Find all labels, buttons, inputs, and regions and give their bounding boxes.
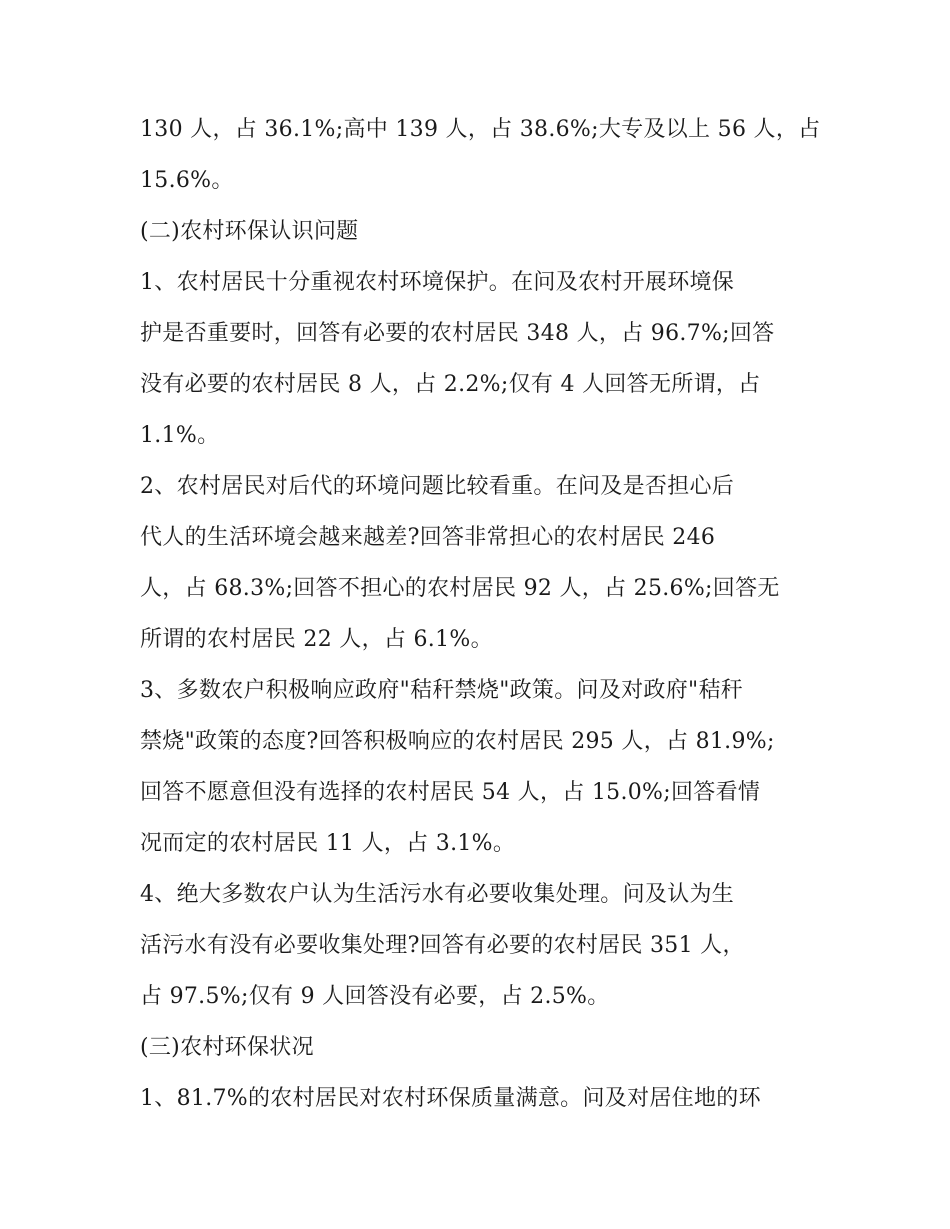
text-line: 1、81.7%的农村居民对农村环保质量满意。问及对居住地的环 <box>140 1086 761 1111</box>
text-line: 禁烧"政策的态度?回答积极响应的农村居民 295 人，占 81.9%; <box>140 729 775 754</box>
text-line: 代人的生活环境会越来越差?回答非常担心的农村居民 246 <box>140 525 716 550</box>
text-line: 130 人，占 36.1%;高中 139 人，占 38.6%;大专及以上 56 人，占 <box>140 117 821 142</box>
text-line: 回答不愿意但没有选择的农村居民 54 人，占 15.0%;回答看情 <box>140 780 761 805</box>
text-line: 15.6%。 <box>140 168 234 193</box>
text-line: 1.1%。 <box>140 423 220 448</box>
text-line: 3、多数农户积极响应政府"秸秆禁烧"政策。问及对政府"秸秆 <box>140 678 744 703</box>
section-heading: (二)农村环保认识问题 <box>140 219 359 244</box>
text-line: 占 97.5%;仅有 9 人回答没有必要，占 2.5%。 <box>140 984 610 1009</box>
document-page <box>140 104 821 1124</box>
text-line: 活污水有没有必要收集处理?回答有必要的农村居民 351 人， <box>140 933 745 958</box>
text-line: 人，占 68.3%;回答不担心的农村居民 92 人，占 25.6%;回答无 <box>140 576 780 601</box>
text-line: 1、农村居民十分重视农村环境保护。在问及农村开展环境保 <box>140 270 735 295</box>
text-line: 没有必要的农村居民 8 人，占 2.2%;仅有 4 人回答无所谓，占 <box>140 372 761 397</box>
text-line: 况而定的农村居民 11 人，占 3.1%。 <box>140 831 516 856</box>
text-line: 2、农村居民对后代的环境问题比较看重。在问及是否担心后 <box>140 474 735 499</box>
text-line: 所谓的农村居民 22 人，占 6.1%。 <box>140 627 493 652</box>
text-line: 4、绝大多数农户认为生活污水有必要收集处理。问及认为生 <box>140 882 735 907</box>
text-line: 护是否重要时，回答有必要的农村居民 348 人，占 96.7%;回答 <box>140 321 775 346</box>
section-heading: (三)农村环保状况 <box>140 1035 314 1060</box>
